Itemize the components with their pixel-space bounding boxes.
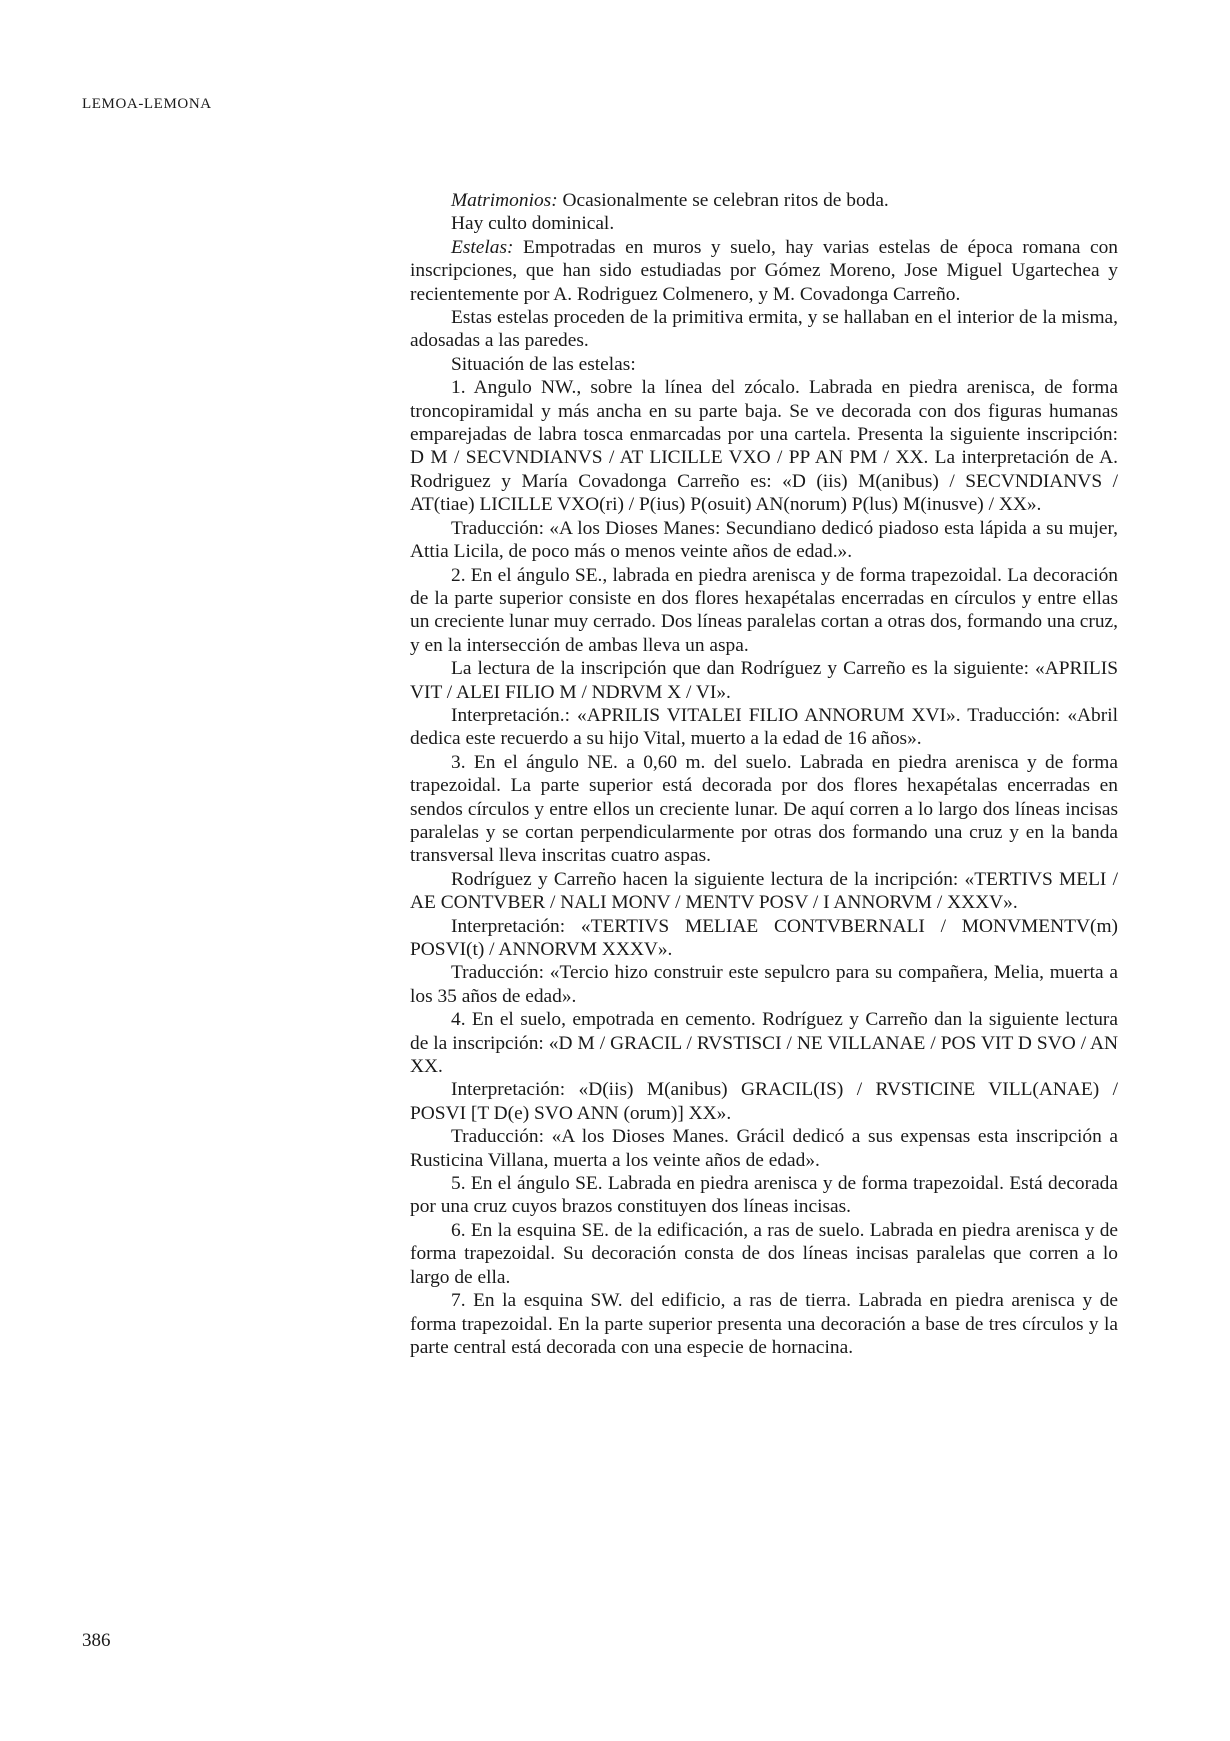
- paragraph: [410, 868, 1118, 915]
- body-text: [410, 189, 1118, 1359]
- paragraph: [410, 236, 1118, 306]
- paragraph-text: Estas estelas proceden de la primitiva ermita, y se hallaban en el interior de la misma, adosadas a las paredes.: [410, 307, 1118, 352]
- paragraph-text: 7. En la esquina SW. del edificio, a ras de tierra. Labrada en piedra arenisca y de forma trapezoidal. En la parte superior presenta una decoración a base de tres círculos y la parte central está decorada con una especie de hornacina.: [410, 1290, 1118, 1358]
- paragraph-text: Interpretación.: «APRILIS VITALEI FILIO ANNORUM XVI». Traducción: «Abril dedica este recuerdo a su hijo Vital, muerto a la edad de 16 años».: [410, 704, 1118, 750]
- paragraph-text: La lectura de la inscripción que dan Rodríguez y Carreño es la siguiente: «APRILIS VIT / ALEI FILIO M / NDRVM X / VI».: [410, 658, 1118, 703]
- paragraph-text: Empotradas en muros y suelo, hay varias estelas de época romana con inscripciones, que han sido estudiadas por Gómez Moreno, Jose Miguel Ugartechea y recientemente por A. Rodriguez Colmenero, y M. Covadonga Carreño.: [410, 236, 1118, 305]
- paragraph-text: 6. En la esquina SE. de la edificación, a ras de suelo. Labrada en piedra arenisca y de forma trapezoidal. Su decoración consta de dos líneas incisas paralelas que corren a lo largo de ella.: [410, 1219, 1118, 1288]
- paragraph: [410, 212, 1118, 235]
- paragraph: [410, 1078, 1118, 1125]
- paragraph: [410, 704, 1118, 751]
- paragraph: [410, 751, 1118, 868]
- paragraph: [410, 1289, 1118, 1359]
- paragraph-text: Interpretación: «TERTIVS MELIAE CONTVBERNALI / MONVMENTV(m) POSVI(t) / ANNORVM XXXV».: [410, 915, 1118, 960]
- paragraph: [410, 353, 1118, 376]
- paragraph-text: 5. En el ángulo SE. Labrada en piedra arenisca y de forma trapezoidal. Está decorada por una cruz cuyos brazos constituyen dos líneas incisas.: [410, 1173, 1118, 1218]
- running-head: LEMOA-LEMONA: [82, 96, 212, 112]
- paragraph: [410, 657, 1118, 704]
- paragraph: [410, 1008, 1118, 1078]
- paragraph-text: Traducción: «A los Dioses Manes. Grácil dedicó a sus expensas esta inscripción a Rusticina Villana, muerta a los veinte años de edad».: [410, 1126, 1118, 1171]
- paragraph: [410, 517, 1118, 564]
- paragraph: [410, 564, 1118, 658]
- paragraph: [410, 1172, 1118, 1219]
- paragraph-text: Traducción: «A los Dioses Manes: Secundiano dedicó piadoso esta lápida a su mujer, Attia Licila, de poco más o menos veinte años de edad.».: [410, 517, 1118, 563]
- paragraph: [410, 1219, 1118, 1289]
- page-number: 386: [82, 1630, 111, 1651]
- paragraph-label: Matrimonios:: [451, 190, 558, 211]
- paragraph: [410, 915, 1118, 962]
- paragraph-text: Situación de las estelas:: [451, 353, 636, 375]
- paragraph: [410, 376, 1118, 516]
- paragraph-text: 3. En el ángulo NE. a 0,60 m. del suelo. Labrada en piedra arenisca y de forma trapezoidal. La parte superior está decorada por dos flores hexapétalas encerradas en sendos círculos y entre ellos un creciente lunar. De aquí corren a lo largo dos líneas incisas paralelas y se cortan perpendicularmente por otras dos formando una cruz y en la banda transversal lleva inscritas cuatro aspas.: [410, 751, 1118, 867]
- paragraph-text: Traducción: «Tercio hizo construir este sepulcro para su compañera, Melia, muerta a los 35 años de edad».: [410, 962, 1118, 1007]
- paragraph-text: 4. En el suelo, empotrada en cemento. Rodríguez y Carreño dan la siguiente lectura de la inscripción: «D M / GRACIL / RVSTISCI / NE VILLANAE / POS VIT D SVO / AN XX.: [410, 1009, 1118, 1078]
- paragraph: [410, 306, 1118, 353]
- paragraph-label: Estelas:: [451, 236, 514, 258]
- paragraph-text: Rodríguez y Carreño hacen la siguiente lectura de la incripción: «TERTIVS MELI / AE CONTVBER / NALI MONV / MENTV POSV / I ANNORVM / XXXV».: [410, 868, 1118, 914]
- paragraph: [410, 1125, 1118, 1172]
- paragraph-text: Interpretación: «D(iis) M(anibus) GRACIL(IS) / RVSTICINE VILL(ANAE) / POSVI [T D(e) SVO ANN (orum)] XX».: [410, 1079, 1118, 1124]
- paragraph: [410, 961, 1118, 1008]
- paragraph-text: Hay culto dominical.: [451, 213, 615, 235]
- paragraph-text: Ocasionalmente se celebran ritos de boda.: [557, 190, 889, 211]
- paragraph: [410, 189, 1118, 212]
- paragraph-text: 1. Angulo NW., sobre la línea del zócalo. Labrada en piedra arenisca, de forma troncopiramidal y más ancha en su parte baja. Se ve decorada con dos figuras humanas emparejadas de labra tosca enmarcadas por una cartela. Presenta la siguiente inscripción: D M / SECVNDIANVS / AT LICILLE VXO / PP AN PM / XX. La interpretación de A. Rodriguez y María Covadonga Carreño es: «D (iis) M(anibus) / SECVNDIANVS / AT(tiae) LICILLE VXO(ri) / P(ius) P(osuit) AN(norum) P(lus) M(inusve) / XX».: [410, 377, 1118, 516]
- paragraph-text: 2. En el ángulo SE., labrada en piedra arenisca y de forma trapezoidal. La decoración de la parte superior consiste en dos flores hexapétalas encerradas en círculos y entre ellas un creciente lunar muy cerrado. Dos líneas paralelas cortan a otras dos, formando una cruz, y en la intersección de ambas lleva un aspa.: [410, 564, 1119, 656]
